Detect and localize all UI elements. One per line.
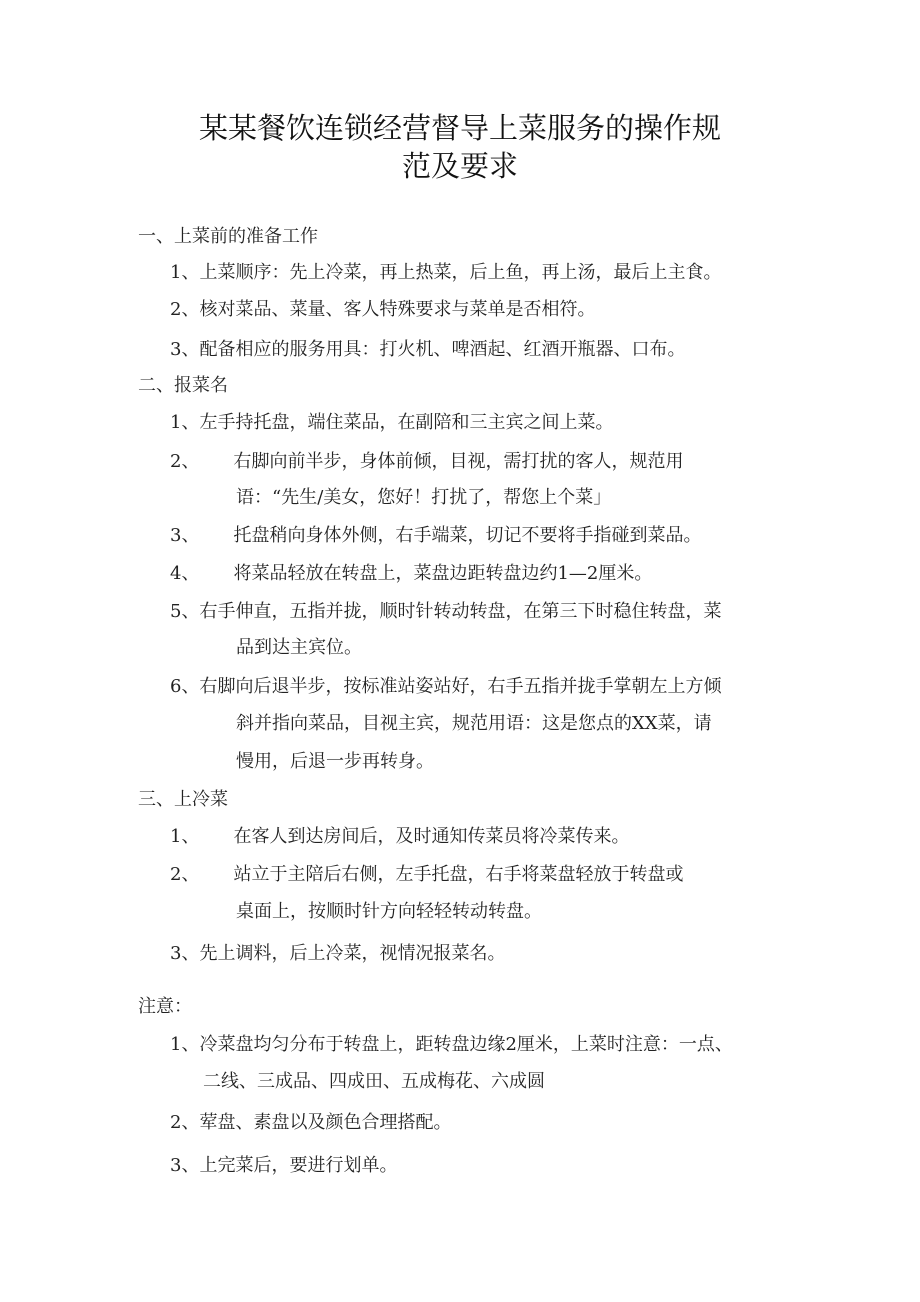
section-3-item-1 <box>170 824 629 850</box>
section-2-heading: 二、报菜名 <box>138 375 228 396</box>
section-1-heading: 一、上菜前的准备工作 <box>138 226 318 247</box>
notes-item-3: 3、上完菜后，要进行划单。 <box>170 1155 398 1176</box>
section-2-item-2-continuation: 语：“先生/美女，您好！打扰了，帮您上个菜」 <box>236 487 612 508</box>
section-2-item-4 <box>170 561 652 587</box>
section-2-item-3-number: 3、 <box>170 525 200 546</box>
section-2-item-2-number: 2、 <box>170 451 200 472</box>
section-2-item-6-continuation-2: 慢用，后退一步再转身。 <box>236 751 434 772</box>
section-2-item-6: 6、右脚向后退半步，按标准站姿站好，右手五指并拢手掌朝左上方倾 <box>170 676 722 697</box>
notes-item-1-continuation: 二线、三成品、四成田、五成梅花、六成圆 <box>203 1071 545 1092</box>
section-3-item-2-continuation: 桌面上，按顺时针方向轻轻转动转盘。 <box>236 901 542 922</box>
section-3-item-2-text: 站立于主陪后右侧，左手托盘，右手将菜盘轻放于转盘或 <box>233 864 684 885</box>
section-3-heading: 三、上冷菜 <box>138 789 228 810</box>
section-2-item-2-text: 右脚向前半步，身体前倾，目视，需打扰的客人，规范用 <box>233 451 684 472</box>
section-2-item-1: 1、左手持托盘，端住菜品，在副陪和三主宾之间上菜。 <box>170 412 614 433</box>
section-1-item-3: 3、配备相应的服务用具：打火机、啤酒起、红酒开瓶器、口布。 <box>170 339 686 360</box>
section-2-item-4-text: 将菜品轻放在转盘上，菜盘边距转盘边约1—2厘米。 <box>233 563 653 584</box>
notes-item-1: 1、冷菜盘均匀分布于转盘上，距转盘边缘2厘米，上菜时注意：一点、 <box>170 1034 733 1055</box>
notes-item-2: 2、荤盘、素盘以及颜色合理搭配。 <box>170 1112 452 1133</box>
section-2-item-3 <box>170 523 701 549</box>
section-3-item-1-number: 1、 <box>170 826 200 847</box>
section-2-item-6-continuation-1: 斜并指向菜品，目视主宾，规范用语：这是您点的XX菜，请 <box>236 713 712 734</box>
section-3-item-2 <box>170 862 683 888</box>
section-2-item-2 <box>170 449 683 475</box>
section-3-item-2-number: 2、 <box>170 864 200 885</box>
section-2-item-5: 5、右手伸直，五指并拢，顺时针转动转盘，在第三下时稳住转盘，菜 <box>170 601 722 622</box>
section-2-item-4-number: 4、 <box>170 563 200 584</box>
document-title-line-1: 某某餐饮连锁经营督导上菜服务的操作规 <box>198 111 721 145</box>
section-2-item-5-continuation: 品到达主宾位。 <box>236 637 362 658</box>
section-3-item-1-text: 在客人到达房间后，及时通知传菜员将冷菜传来。 <box>233 826 630 847</box>
section-2-item-3-text: 托盘稍向身体外侧，右手端菜，切记不要将手指碰到菜品。 <box>233 525 702 546</box>
document-title-line-2: 范及要求 <box>401 149 518 183</box>
section-3-item-3: 3、先上调料，后上冷菜，视情况报菜名。 <box>170 943 506 964</box>
section-1-item-2: 2、核对菜品、菜量、客人特殊要求与菜单是否相符。 <box>170 299 596 320</box>
notes-heading: 注意： <box>138 996 192 1017</box>
section-1-item-1: 1、上菜顺序：先上冷菜，再上热菜，后上鱼，再上汤，最后上主食。 <box>170 262 722 283</box>
